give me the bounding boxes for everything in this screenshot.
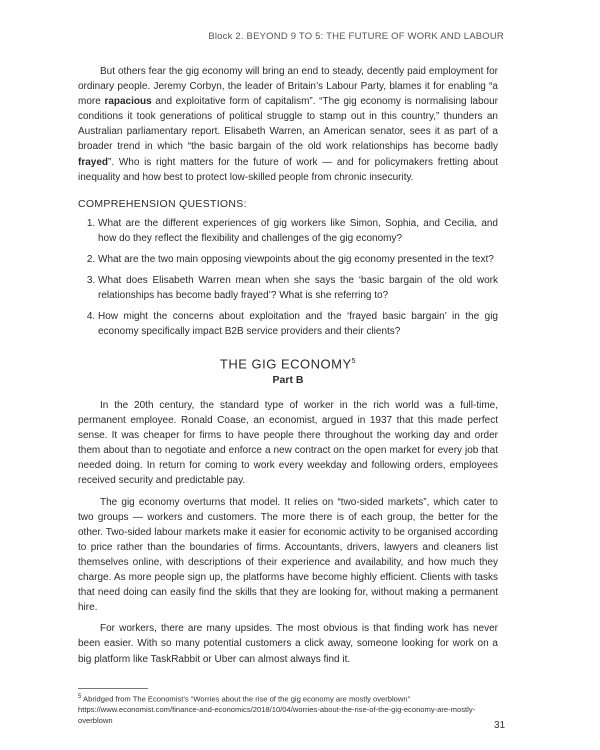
part-heading: Part B	[272, 373, 304, 386]
intro-bold-1: rapacious	[104, 96, 152, 108]
question-item: 2. What are the two main opposing viewpoints about the gig economy presented in the text?	[98, 252, 498, 267]
running-header: Block 2. BEYOND 9 TO 5: THE FUTURE OF WORK AND LABOUR	[208, 31, 504, 42]
footnote-divider	[78, 688, 148, 689]
intro-text-2: and exploitative form of capitalism”. “The gig economy is normalising labour conditions it took generations of political struggle to stamp out in this country,” thunders an Australian parliamentary report. Elisabeth Warren, an American senator, sees it as part of a broader trend in which “the basic bargain of the old work relationships has become badly	[78, 96, 498, 153]
comprehension-list	[78, 216, 498, 340]
intro-text-1: But others fear the gig economy will bring an end to steady, decently paid employment for ordinary people. Jeremy Corbyn, the leader of Britain’s Labour Party, blames it for enabling “a more	[78, 66, 498, 108]
question-item: 4. How might the concerns about exploitation and the ‘frayed basic bargain’ in the gig economy specifically impact B2B service providers and their clients?	[98, 309, 498, 339]
section-title	[78, 354, 498, 371]
footnote-mark: 5	[78, 694, 82, 700]
footnote-text: Abridged from The Economist’s “Worries about the rise of the gig economy are mostly overblown” https://www.economist.com/finance-and-economics/2018/10/04/worries-about-the-rise-of-the-gig-economy-are-mostly-overblown	[78, 694, 476, 725]
intro-text-3: ”. Who is right matters for the future of work — and for policymakers fretting about inequality and how best to protect low-skilled people from chronic insecurity.	[78, 156, 498, 183]
page-number: 31	[494, 720, 506, 731]
question-item: 1. What are the different experiences of gig workers like Simon, Sophia, and Cecilia, and how do they reflect the flexibility and challenges of the gig economy?	[98, 216, 498, 246]
question-item: 3. What does Elisabeth Warren mean when she says the ‘basic bargain of the old work relationships has become badly frayed’? What is she referring to?	[98, 273, 498, 303]
intro-paragraph	[78, 64, 498, 185]
body-paragraph: The gig economy overturns that model. It relies on “two-sided markets”, which cater to two groups — workers and customers. The more there is of each group, the better for the other. Two-sided labour markets make it easier for economic activity to be organised according to price rather than the boundaries of firms. Accountants, drivers, lawyers and cleaners list themselves online, with descriptions of their experience and availability, and how much they charge. As more people sign up, the platforms have become highly efficient. Clients with tasks that need doing can easily find the skills that they are looking for, without making a permanent hire.	[78, 496, 498, 614]
body-paragraph: For workers, there are many upsides. The most obvious is that finding work has never been easier. With so many potential customers a click away, someone looking for work on a big platform like TaskRabbit or Uber can almost always find it.	[78, 623, 498, 665]
section-title-text: THE GIG ECONOMY	[219, 355, 352, 371]
intro-bold-2: frayed	[78, 156, 109, 168]
footnote-reference: 5	[351, 357, 357, 365]
footnote	[78, 692, 498, 726]
body-paragraph: In the 20th century, the standard type of worker in the rich world was a full-time, permanent employee. Ronald Coase, an economist, argued in 1937 that this made perfect sense. It was cheaper for firms to have people there throughout the working day and order them about than to negotiate and enforce a new contract on the open market for every job that needed doing. In return for coming to work every weekday and following orders, employees received security and predictable pay.	[78, 400, 498, 487]
page-body	[78, 64, 498, 673]
comprehension-title: COMPREHENSION QUESTIONS:	[78, 197, 247, 210]
